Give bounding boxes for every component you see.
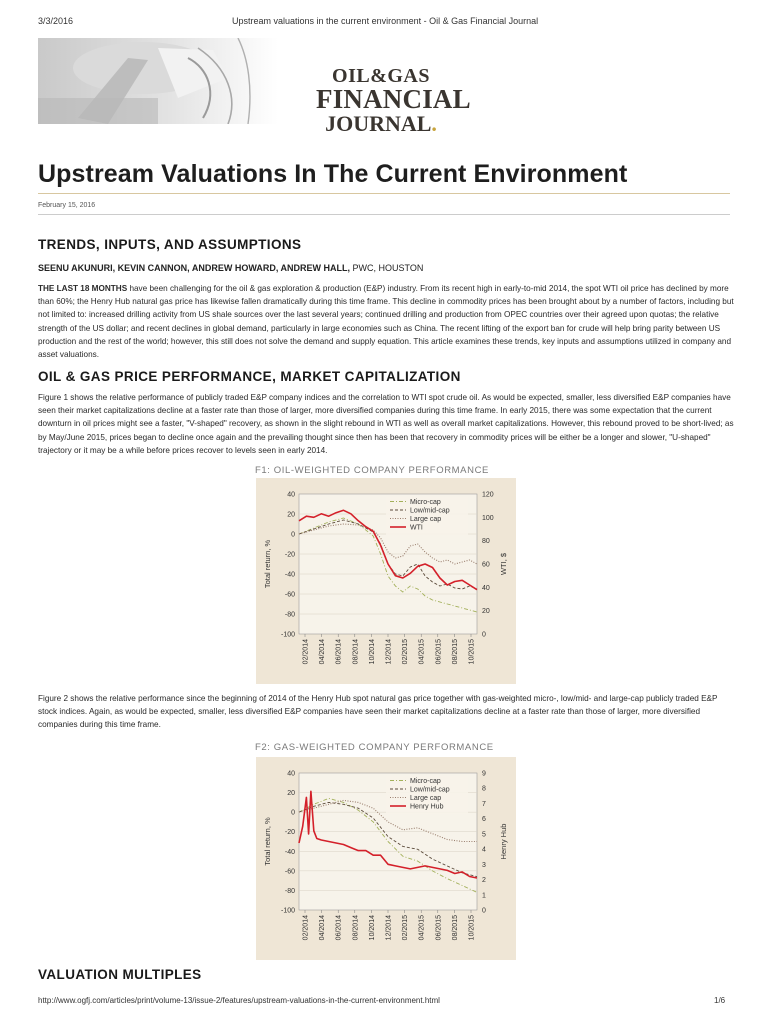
y-tick-label: 20 xyxy=(287,511,295,519)
paragraph-figure1: Figure 1 shows the relative performance of publicly traded E&P company indices and the correlation to WTI spot crude oil. As would be expected, smaller, less diversified E&P companies have seen their market capitalizations decline at a faster rate than those of larger, more diversified companies during this time frame. In early 2015, there was some expectation that the current downturn in oil prices might see a faster, "V-shaped" recovery, as shown in the slight rebound in WTI as well as overall market capitalizations. However, this rebound proved to be short-lived; as by May/June 2015, prices began to decline once again and the prevailing thought since then has been that recovery in commodity prices will be either be a longer and slower, "U-shaped" trajectory or it may be a while before prices recover to levels seen in early 2014. xyxy=(38,393,734,455)
section-heading-trends: TRENDS, INPUTS, AND ASSUMPTIONS xyxy=(38,237,302,252)
intro-lead: THE LAST 18 MONTHS xyxy=(38,284,128,293)
y-tick-label: 20 xyxy=(287,790,295,798)
x-tick-label: 12/2014 xyxy=(385,915,393,941)
y-tick-label: 0 xyxy=(291,531,295,539)
x-tick-label: 10/2014 xyxy=(368,915,376,941)
legend-label: Micro-cap xyxy=(410,778,441,785)
y-tick-label: 40 xyxy=(287,491,295,499)
x-tick-label: 06/2015 xyxy=(435,915,443,941)
y-tick-label: -40 xyxy=(284,848,295,856)
logo-line-3: JOURNAL xyxy=(325,111,432,136)
y-tick-label: 40 xyxy=(287,770,295,778)
figure2-chart xyxy=(256,757,516,960)
section-heading-price-performance: OIL & GAS PRICE PERFORMANCE, MARKET CAPITALIZATION xyxy=(38,369,461,384)
y-tick-label: -60 xyxy=(284,868,295,876)
y2-tick-label: 2 xyxy=(482,877,486,885)
y-axis-label: Total return, % xyxy=(263,817,272,866)
y2-tick-label: 3 xyxy=(482,861,486,869)
y2-axis-label: WTI, $ xyxy=(499,552,508,576)
x-tick-label: 04/2015 xyxy=(418,639,426,665)
x-tick-label: 02/2015 xyxy=(402,915,410,941)
x-tick-label: 10/2015 xyxy=(468,915,476,941)
authors-line xyxy=(38,263,423,273)
y2-tick-label: 0 xyxy=(482,907,486,915)
paragraph-intro xyxy=(38,282,734,361)
date-divider xyxy=(38,214,730,215)
legend-label: Low/mid-cap xyxy=(410,507,450,515)
x-tick-label: 02/2014 xyxy=(302,915,310,941)
section-heading-valuation-multiples: VALUATION MULTIPLES xyxy=(38,967,202,982)
authors-organization: PWC, HOUSTON xyxy=(350,263,424,273)
y-axis-label: Total return, % xyxy=(263,539,272,589)
y2-tick-label: 60 xyxy=(482,561,490,569)
ogfj-logo[interactable] xyxy=(316,65,471,136)
x-tick-label: 04/2015 xyxy=(418,915,426,941)
logo-dot: . xyxy=(431,111,437,136)
x-tick-label: 04/2014 xyxy=(319,639,327,665)
y2-tick-label: 9 xyxy=(482,770,486,778)
figure1-title: F1: OIL-WEIGHTED COMPANY PERFORMANCE xyxy=(255,465,489,476)
y2-tick-label: 4 xyxy=(482,846,486,854)
authors-names: SEENU AKUNURI, KEVIN CANNON, ANDREW HOWARD, ANDREW HALL, xyxy=(38,263,350,273)
article-date: February 15, 2016 xyxy=(38,202,96,209)
legend-label: Henry Hub xyxy=(410,803,444,811)
y2-tick-label: 20 xyxy=(482,608,490,616)
y-tick-label: 0 xyxy=(291,809,295,817)
y2-tick-label: 40 xyxy=(482,584,490,592)
header-banner-image xyxy=(38,38,278,124)
y-tick-label: -20 xyxy=(284,829,295,837)
print-date: 3/3/2016 xyxy=(38,16,74,26)
y-tick-label: -20 xyxy=(284,551,295,559)
y2-tick-label: 80 xyxy=(482,538,490,546)
y-tick-label: -40 xyxy=(284,571,295,579)
y2-tick-label: 7 xyxy=(482,800,486,808)
print-page-number: 1/6 xyxy=(714,996,726,1005)
print-url[interactable]: http://www.ogfj.com/articles/print/volume-13/issue-2/features/upstream-valuations-in-the-current-environment.html xyxy=(38,996,440,1005)
print-page-title: Upstream valuations in the current environment - Oil & Gas Financial Journal xyxy=(232,16,539,26)
x-tick-label: 12/2014 xyxy=(385,639,393,665)
legend-label: Large cap xyxy=(410,516,442,523)
y2-axis-label: Henry Hub xyxy=(499,823,508,860)
y-tick-label: -100 xyxy=(280,907,295,915)
logo-line-1: OIL&GAS xyxy=(332,65,430,87)
y2-tick-label: 100 xyxy=(482,514,494,522)
x-tick-label: 02/2015 xyxy=(402,639,410,665)
y2-tick-label: 6 xyxy=(482,816,486,824)
x-tick-label: 08/2015 xyxy=(451,639,459,665)
x-tick-label: 06/2015 xyxy=(435,639,443,665)
y-tick-label: -60 xyxy=(284,591,295,599)
legend-label: WTI xyxy=(410,524,423,532)
y2-tick-label: 5 xyxy=(482,831,486,839)
legend-label: Large cap xyxy=(410,795,442,802)
x-tick-label: 08/2015 xyxy=(451,915,459,941)
x-tick-label: 08/2014 xyxy=(352,915,360,941)
figure2-chart-panel xyxy=(256,757,516,960)
intro-text: have been challenging for the oil & gas exploration & production (E&P) industry. From its recent high in early-to-mid 2014, the spot WTI oil price has declined by more than 60%; the Henry Hub natural gas price has likewise fallen dramatically during this time frame. This decline in commodity prices has been brought about by a number of factors, including but not limited to: increased drilling activity from US shale sources over the last several years; continued drilling and production from OPEC countries over their agreed upon quotas; the relative strength of the US dollar; and recent declines in global demand, particularly in large economies such as China. The recent lifting of the export ban for crude will help bring parity between US production and the rest of the world; however, this still does not solve the demand and supply equation. This article examines these trends, key inputs and assumptions utilized in company and asset valuations. xyxy=(38,284,734,360)
y-tick-label: -80 xyxy=(284,611,295,619)
x-tick-label: 10/2015 xyxy=(468,639,476,665)
title-divider xyxy=(38,193,730,194)
figure1-chart-panel xyxy=(256,478,516,684)
x-tick-label: 02/2014 xyxy=(302,639,310,665)
y2-tick-label: 1 xyxy=(482,892,486,900)
article-title: Upstream Valuations In The Current Environment xyxy=(38,160,628,188)
y2-tick-label: 0 xyxy=(482,631,486,639)
y-tick-label: -100 xyxy=(280,631,295,639)
figure1-chart xyxy=(256,478,516,684)
x-tick-label: 06/2014 xyxy=(335,915,343,941)
y2-tick-label: 8 xyxy=(482,785,486,793)
x-tick-label: 06/2014 xyxy=(335,639,343,665)
x-tick-label: 04/2014 xyxy=(319,915,327,941)
paragraph-figure2: Figure 2 shows the relative performance since the beginning of 2014 of the Henry Hub spot natural gas price together with gas-weighted micro-, low/mid- and large-cap publicly traded E&P stock indices. Again, as would be expected, smaller, less diversified E&P companies have seen their market capitalizations decline at a faster rate than those of larger, more diversified companies during this time frame. xyxy=(38,694,718,730)
figure2-title: F2: GAS-WEIGHTED COMPANY PERFORMANCE xyxy=(255,742,494,753)
logo-line-2: FINANCIAL xyxy=(316,84,471,114)
legend-label: Low/mid-cap xyxy=(410,786,450,794)
legend-label: Micro-cap xyxy=(410,499,441,506)
x-tick-label: 10/2014 xyxy=(368,639,376,665)
y2-tick-label: 120 xyxy=(482,491,494,499)
y-tick-label: -80 xyxy=(284,887,295,895)
x-tick-label: 08/2014 xyxy=(352,639,360,665)
